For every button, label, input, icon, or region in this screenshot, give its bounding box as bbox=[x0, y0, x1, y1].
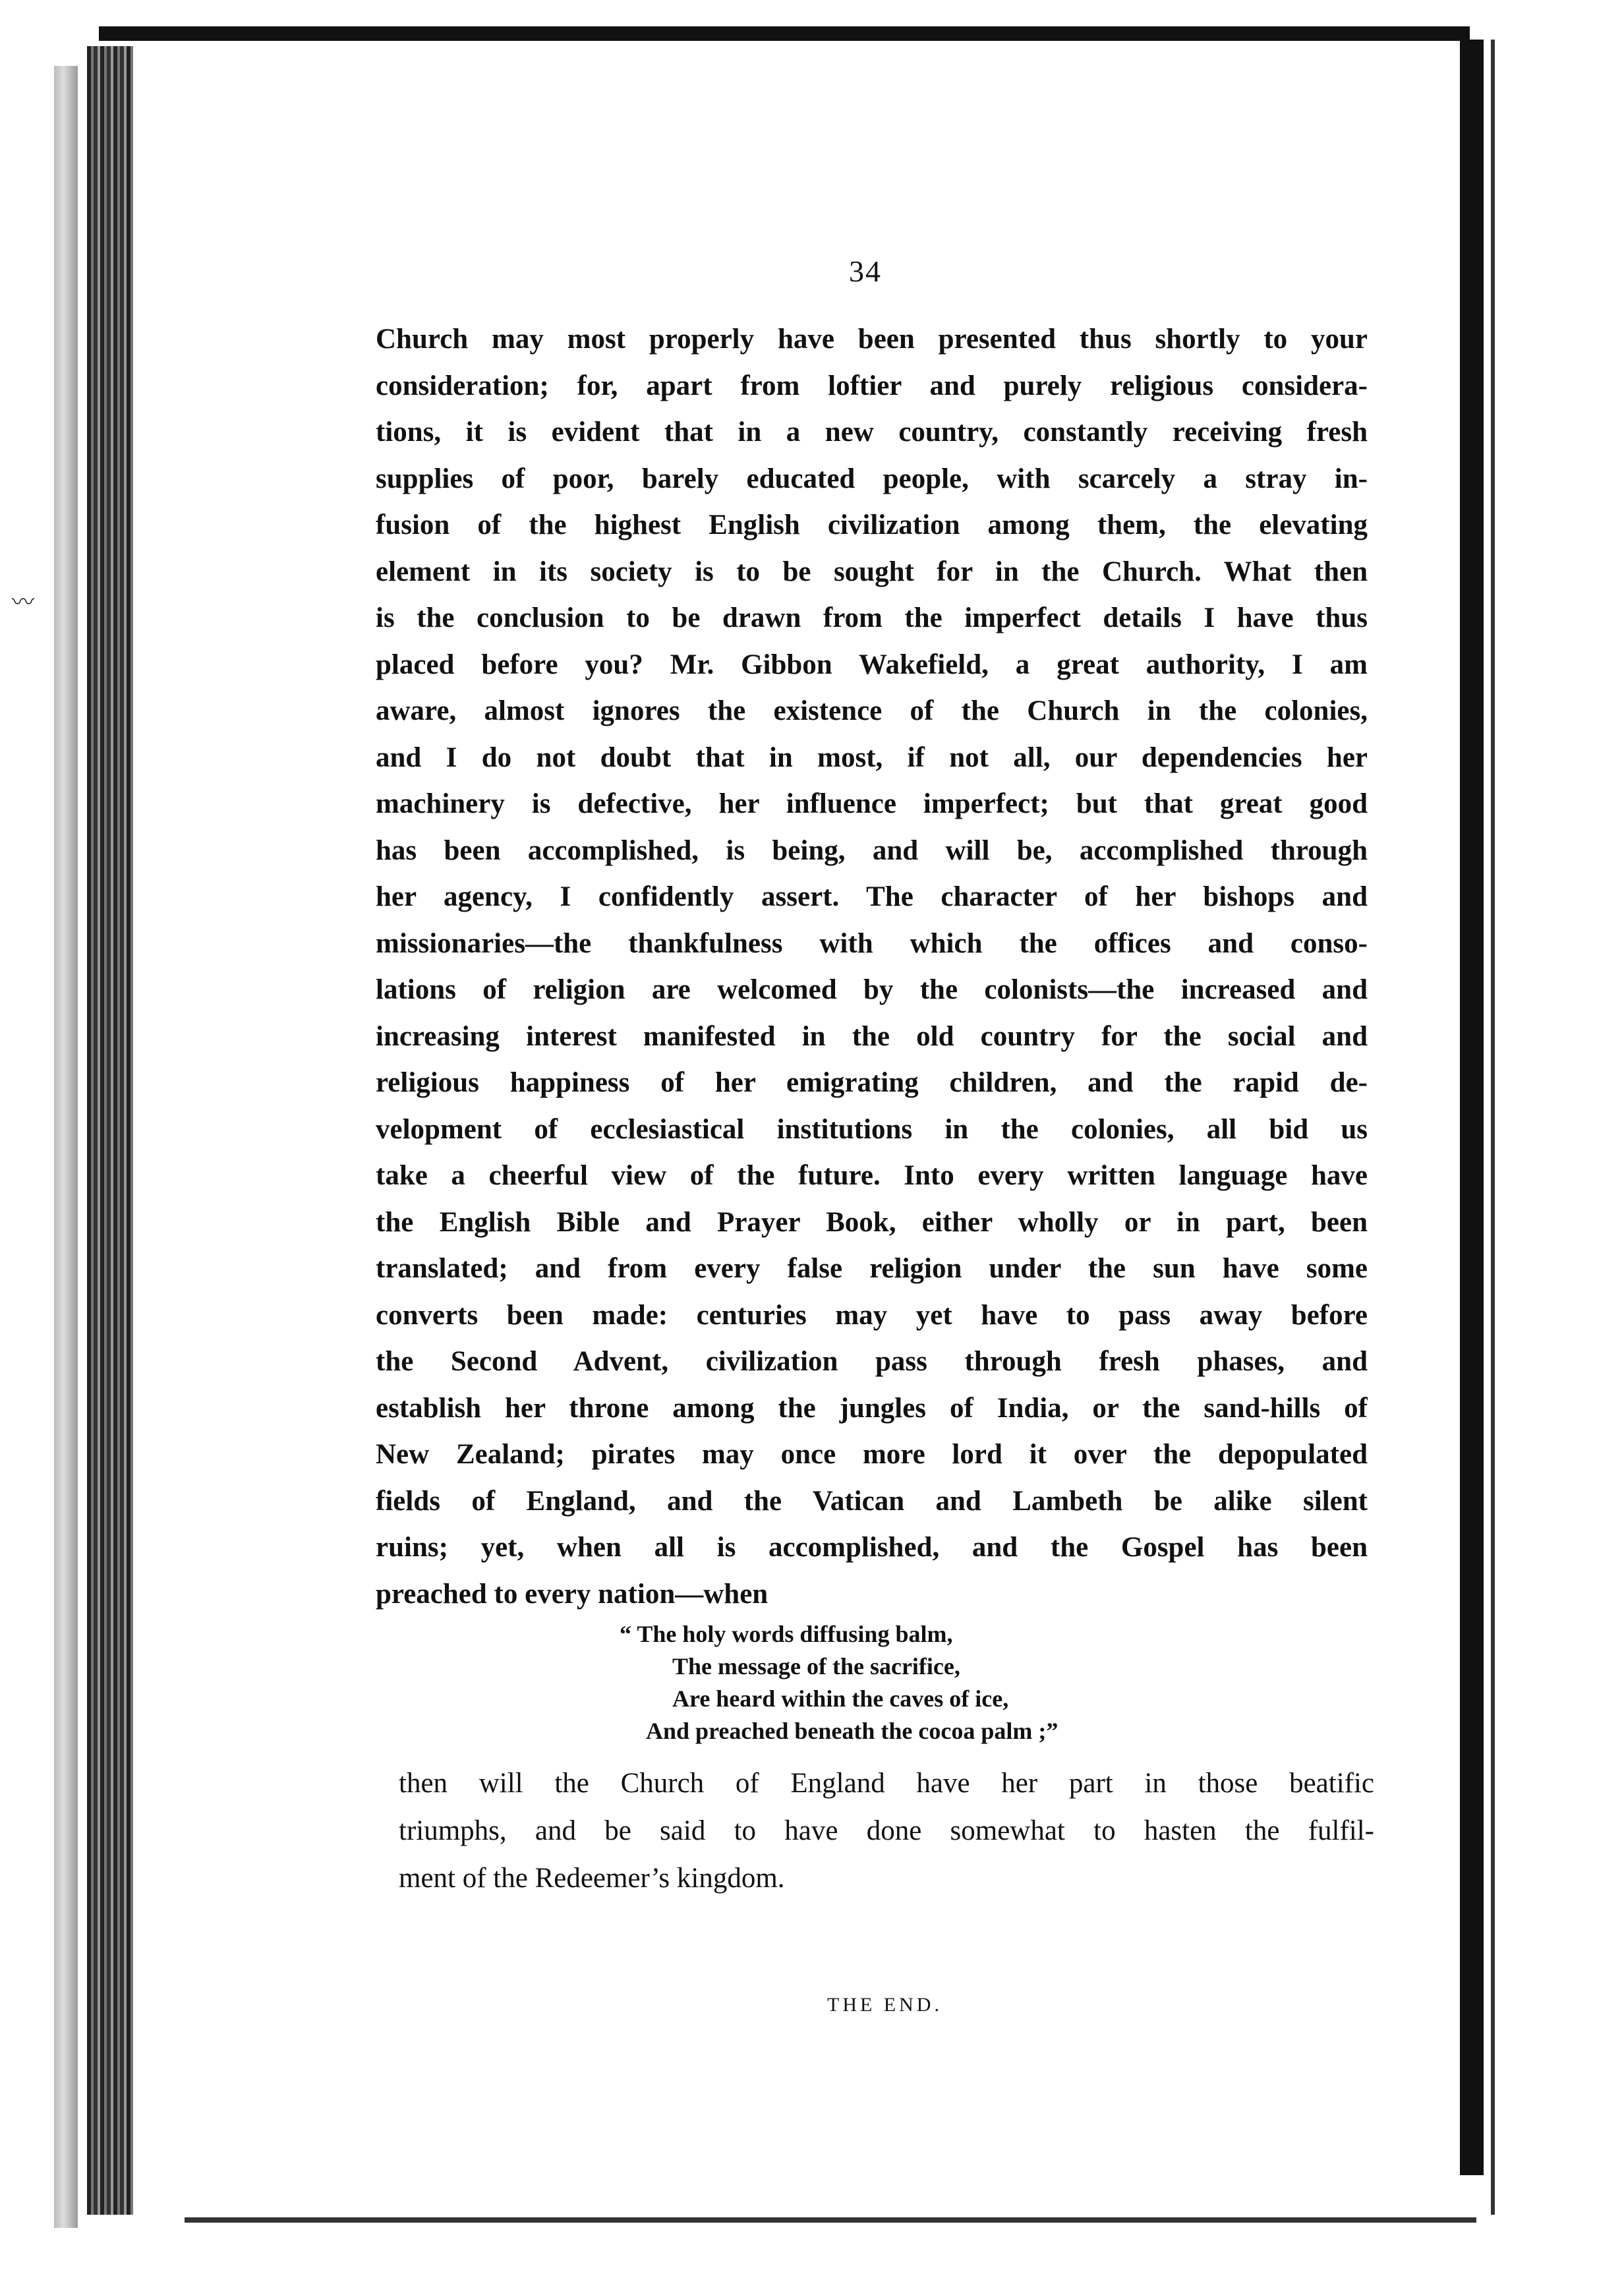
text-line: consideration; for, apart from loftier and purely religious considera- bbox=[376, 370, 1368, 401]
margin-mark-icon: 〰 bbox=[12, 591, 34, 615]
right-spine-line bbox=[1491, 40, 1495, 2215]
closing-paragraph bbox=[399, 1760, 1374, 1902]
text-line: converts been made: centuries may yet have to pass away before bbox=[376, 1299, 1368, 1331]
text-line: aware, almost ignores the existence of the Church in the colonies, bbox=[376, 695, 1368, 726]
main-paragraph bbox=[376, 316, 1368, 1618]
text-line: triumphs, and be said to have done somewhat to hasten the fulfil- bbox=[399, 1815, 1374, 1846]
text-line: tions, it is evident that in a new country, constantly receiving fresh bbox=[376, 417, 1368, 448]
verse-line: And preached beneath the cocoa palm ;” bbox=[646, 1718, 1058, 1744]
text-line: increasing interest manifested in the old country for the social and bbox=[376, 1020, 1368, 1052]
text-line: New Zealand; pirates may once more lord it over the depopulated bbox=[376, 1439, 1368, 1470]
text-line: establish her throne among the jungles of India, or the sand-hills of bbox=[376, 1392, 1368, 1424]
text-line: translated; and from every false religion under the sun have some bbox=[376, 1253, 1368, 1284]
text-line: ment of the Redeemer’s kingdom. bbox=[399, 1863, 785, 1894]
text-line: her agency, I confidently assert. The character of her bishops and bbox=[376, 881, 1368, 912]
verse-line: The message of the sacrifice, bbox=[672, 1653, 960, 1679]
text-line: fusion of the highest English civilization among them, the elevating bbox=[376, 510, 1368, 540]
scan-bottom-border bbox=[185, 2217, 1476, 2223]
text-line: lations of religion are welcomed by the colonists—the increased and bbox=[376, 974, 1368, 1005]
text-line: element in its society is to be sought for in the Church. What then bbox=[376, 556, 1368, 587]
verse-quotation bbox=[620, 1618, 1058, 1747]
verse-line: Are heard within the caves of ice, bbox=[672, 1685, 1009, 1712]
text-line: missionaries—the thankfulness with which the offices and conso- bbox=[376, 927, 1368, 959]
scan-top-border bbox=[99, 26, 1470, 41]
text-line: is the conclusion to be drawn from the imperfect details I have thus bbox=[376, 602, 1368, 633]
text-line: then will the Church of England have her part in those beatific bbox=[399, 1768, 1374, 1799]
end-mark: THE END. bbox=[827, 1994, 942, 2016]
right-binding-strip bbox=[1460, 40, 1484, 2175]
text-line: velopment of ecclesiastical institutions in the colonies, all bid us bbox=[376, 1113, 1368, 1145]
text-line: has been accomplished, is being, and will be, accomplished through bbox=[376, 834, 1368, 866]
text-line: placed before you? Mr. Gibbon Wakefield, a great authority, I am bbox=[376, 649, 1368, 680]
text-line: Church may most properly have been presented thus shortly to your bbox=[376, 324, 1368, 355]
text-line: preached to every nation—when bbox=[376, 1578, 768, 1610]
text-line: machinery is defective, her influence imperfect; but that great good bbox=[376, 788, 1368, 819]
verse-line: “ The holy words diffusing balm, bbox=[620, 1621, 953, 1647]
text-line: ruins; yet, when all is accomplished, and the Gospel has been bbox=[376, 1532, 1368, 1563]
page-number: 34 bbox=[849, 254, 882, 288]
left-binding-strip bbox=[87, 46, 133, 2215]
text-line: the Second Advent, civilization pass through fresh phases, and bbox=[376, 1346, 1368, 1377]
text-line: religious happiness of her emigrating children, and the rapid de- bbox=[376, 1067, 1368, 1098]
text-line: the English Bible and Prayer Book, either wholly or in part, been bbox=[376, 1206, 1368, 1238]
text-line: supplies of poor, barely educated people, with scarcely a stray in- bbox=[376, 463, 1368, 494]
page-stack-edge bbox=[54, 66, 78, 2228]
text-line: take a cheerful view of the future. Into every written language have bbox=[376, 1160, 1368, 1191]
text-line: fields of England, and the Vatican and Lambeth be alike silent bbox=[376, 1485, 1368, 1517]
text-line: and I do not doubt that in most, if not all, our dependencies her bbox=[376, 742, 1368, 773]
